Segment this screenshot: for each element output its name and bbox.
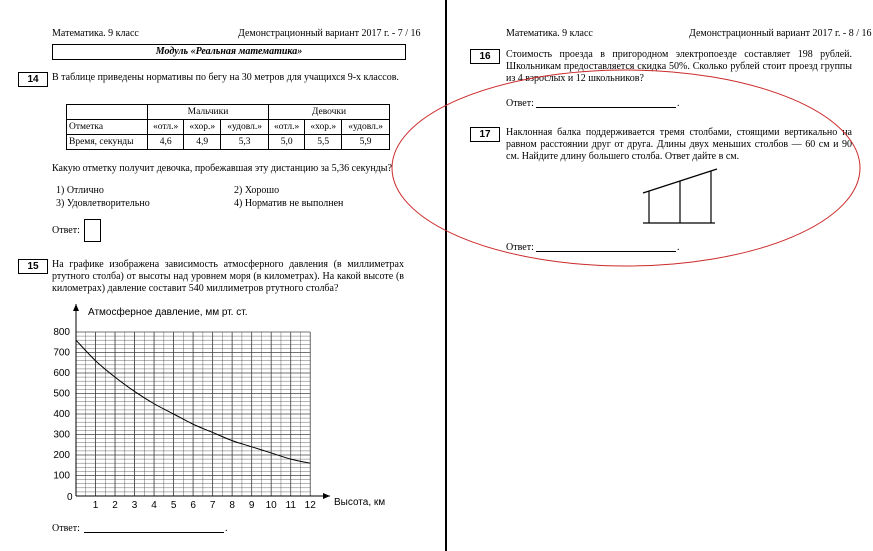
table-cell: 5,9 [342, 135, 390, 150]
q14-number: 14 [18, 72, 48, 87]
table-cell: 5,3 [221, 135, 269, 150]
q15-answer-line[interactable] [84, 522, 224, 533]
y-tick-label: 400 [53, 409, 70, 420]
q17-text: Наклонная балка поддерживается тремя столбами, стоящими вертикально на равном расстоянии друг от друга. Длины двух меньших столбов — 60 см и 90 см. Найдите длину большего столба. Ответ дайте в см. [506, 127, 852, 162]
q14-option-2[interactable]: 2) Хорошо [234, 185, 280, 196]
q14-option-1[interactable]: 1) Отлично [56, 185, 104, 196]
x-tick-label: 2 [112, 500, 118, 511]
table-cell: «хор.» [184, 120, 221, 135]
q15-text: На графике изображена зависимость атмосферного давления (в миллиметрах ртутного столба) от высоты над уровнем моря (в километрах). На какой высоте (в километрах) давление составит 540 миллиметров ртутного столба? [52, 259, 404, 294]
x-tick-label: 9 [248, 500, 255, 511]
q15-answer-dot: . [225, 523, 228, 534]
table-row [67, 135, 390, 150]
module-title: Модуль «Реальная математика» [52, 44, 406, 60]
y-tick-label: 500 [53, 388, 70, 400]
y-tick-label: 700 [53, 347, 70, 359]
q14-option-4[interactable]: 4) Норматив не выполнен [234, 198, 344, 209]
x-tick-label: 12 [304, 500, 316, 511]
q14-question: Какую отметку получит девочка, пробежавшая эту дистанцию за 5,36 секунды? [52, 163, 392, 174]
table-group-boys: Мальчики [148, 105, 269, 120]
table-row [67, 120, 390, 135]
q14-option-3[interactable]: 3) Удовлетворительно [56, 198, 150, 209]
x-axis-arrow-icon [323, 493, 330, 499]
q17-answer-line[interactable] [536, 241, 676, 252]
table-cell: 4,6 [148, 135, 184, 150]
x-tick-label: 7 [209, 500, 216, 511]
y-axis-arrow-icon [73, 304, 79, 311]
x-tick-label: 10 [265, 500, 277, 511]
pressure-chart [0, 300, 446, 540]
table-cell: «удовл.» [221, 120, 269, 135]
y-tick-label: 100 [53, 470, 70, 482]
table-row [67, 105, 390, 120]
x-tick-label: 8 [229, 500, 235, 511]
table-cell: 5,0 [269, 135, 305, 150]
table-cell: 4,9 [184, 135, 221, 150]
q15-number: 15 [18, 259, 48, 274]
x-tick-label: 6 [190, 500, 196, 511]
q14-answer-label: Ответ: [52, 225, 80, 236]
table-row-label: Время, секунды [67, 135, 148, 150]
right-header-variant: Демонстрационный вариант 2017 г. - 8 / 16 [689, 28, 872, 39]
q17-answer-label: Ответ: [506, 242, 534, 253]
table-cell: 5,5 [305, 135, 342, 150]
q16-text: Стоимость проезда в пригородном электропоезде составляет 198 рублей. Школьникам предоставляется скидка 50%. Сколько рублей стоит проезд группы из 4 взрослых и 12 школьников? [506, 49, 852, 84]
x-tick-label: 3 [131, 500, 138, 511]
table-cell: «хор.» [305, 120, 342, 135]
table-cell: «отл.» [269, 120, 305, 135]
x-tick-label: 1 [92, 500, 99, 511]
q16-number: 16 [470, 49, 500, 64]
beam-diagram [643, 166, 733, 228]
right-page [448, 0, 873, 551]
y-tick-label: 800 [53, 327, 70, 338]
left-header-subject: Математика. 9 класс [52, 28, 139, 39]
q14-text: В таблице приведены нормативы по бегу на 30 метров для учащихся 9-х классов. [52, 72, 399, 83]
q16-answer-line[interactable] [536, 97, 676, 108]
x-tick-label: 11 [285, 500, 296, 511]
q14-answer-box[interactable] [84, 219, 101, 242]
origin-label: 0 [67, 492, 73, 503]
x-tick-label: 5 [170, 500, 177, 511]
table-row-label: Отметка [67, 120, 148, 135]
right-header-subject: Математика. 9 класс [506, 28, 593, 39]
q16-answer-label: Ответ: [506, 98, 534, 109]
norm-table [66, 104, 390, 150]
q17-number: 17 [470, 127, 500, 142]
y-axis-label: Атмосферное давление, мм рт. ст. [88, 307, 248, 318]
y-tick-label: 200 [53, 450, 70, 461]
table-cell: «удовл.» [342, 120, 390, 135]
q17-answer-dot: . [677, 242, 680, 253]
x-axis-label: Высота, км [334, 497, 386, 508]
q15-answer-label: Ответ: [52, 523, 80, 534]
y-tick-label: 300 [53, 429, 70, 441]
y-tick-label: 600 [53, 368, 70, 379]
page-divider [445, 0, 447, 551]
table-group-girls: Девочки [269, 105, 390, 120]
q16-answer-dot: . [677, 98, 680, 109]
left-header-variant: Демонстрационный вариант 2017 г. - 7 / 16 [238, 28, 421, 39]
table-cell: «отл.» [148, 120, 184, 135]
x-tick-label: 4 [151, 500, 157, 511]
